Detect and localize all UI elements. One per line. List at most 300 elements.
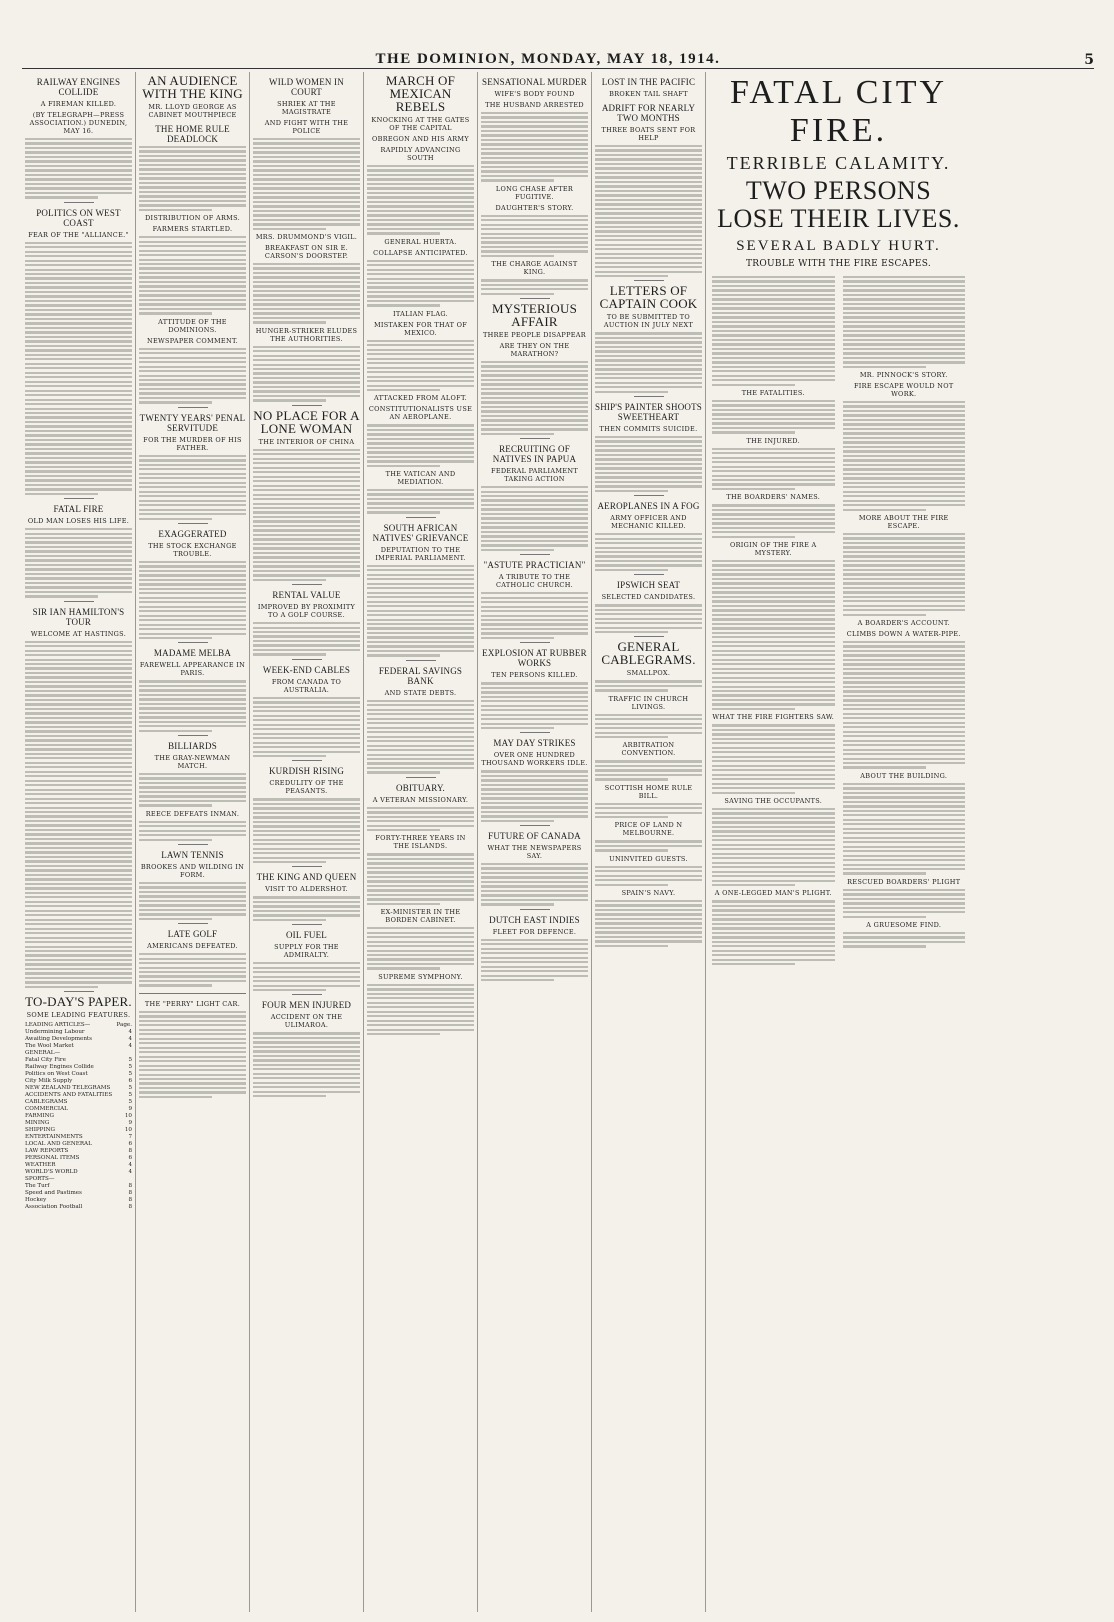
- headline-fatal-city-fire: FATAL CITY FIRE.: [729, 74, 948, 149]
- subheading: MR. LLOYD GEORGE AS CABINET MOUTHPIECE: [148, 103, 237, 119]
- feature-page: 6: [128, 1155, 132, 1162]
- article-body: [712, 400, 835, 434]
- subheading: KNOCKING AT THE GATES OF THE CAPITAL: [371, 116, 470, 132]
- feature-item: [25, 1134, 132, 1141]
- article-body: [367, 489, 474, 514]
- article-body: [25, 138, 132, 199]
- subheading: MR. PINNOCK'S STORY.: [859, 370, 948, 379]
- subheading: THE HUSBAND ARRESTED: [485, 101, 584, 109]
- columns: [22, 72, 968, 1612]
- subheading: THEN COMMITS SUICIDE.: [599, 424, 698, 433]
- feature-item: [25, 1043, 132, 1050]
- feature-item: [25, 1078, 132, 1085]
- main-story: [706, 72, 968, 1612]
- feature-label: The Turf: [25, 1183, 50, 1190]
- article-body: [595, 533, 702, 571]
- subheading: RESCUED BOARDERS' PLIGHT: [847, 877, 961, 886]
- feature-item: [25, 1183, 132, 1190]
- subheading: DISTRIBUTION OF ARMS.: [144, 214, 240, 223]
- article-body: [843, 401, 966, 511]
- feature-page: 8: [128, 1204, 132, 1211]
- subheading: SOME LEADING FEATURES.: [26, 1011, 131, 1020]
- subheading: FORTY-THREE YEARS IN THE ISLANDS.: [375, 834, 466, 851]
- article-body: [139, 773, 246, 807]
- headline-week-end-cables: WEEK-END CABLES: [262, 664, 351, 675]
- feature-label: Railway Engines Collide: [25, 1064, 94, 1071]
- article-body: [481, 112, 588, 182]
- subheading: ORIGIN OF THE FIRE A MYSTERY.: [729, 540, 817, 557]
- subheading: NEWSPAPER COMMENT.: [146, 336, 238, 345]
- headline-politics-on-west-coast: POLITICS ON WEST COAST: [36, 207, 121, 228]
- subheading: ACCIDENT ON THE ULIMAROA.: [270, 1013, 343, 1030]
- article-body: [253, 263, 360, 324]
- headline-kurdish-rising: KURDISH RISING: [268, 766, 345, 777]
- subheading: GENERAL HUERTA.: [384, 237, 457, 246]
- subheading: AND FIGHT WITH THE POLICE: [264, 119, 349, 135]
- headline-ipswich-seat: IPSWICH SEAT: [616, 580, 681, 591]
- feature-label: City Milk Supply: [25, 1078, 73, 1085]
- article-body: [139, 882, 246, 920]
- article-body: [843, 533, 966, 616]
- feature-label: Association Football: [25, 1204, 83, 1211]
- feature-page: 4: [128, 1169, 132, 1176]
- subheading: THE STOCK EXCHANGE TROUBLE.: [148, 541, 237, 558]
- newspaper-dateline: THE DOMINION, MONDAY, MAY 18, 1914.: [375, 51, 721, 67]
- column-1: [22, 72, 136, 1612]
- article-body: [712, 808, 835, 887]
- feature-page: 6: [128, 1141, 132, 1148]
- feature-page: 8: [128, 1197, 132, 1204]
- feature-page: 8: [128, 1190, 132, 1197]
- ad-title: THE "PERRY" LIGHT CAR.: [144, 999, 241, 1008]
- feature-item: [25, 1085, 132, 1092]
- article-body: [595, 680, 702, 691]
- subheading: BREAKFAST ON SIR E. CARSON'S DOORSTEP.: [264, 243, 349, 260]
- article-body: [139, 236, 246, 315]
- article-body: [481, 939, 588, 982]
- feature-item: [25, 1106, 132, 1113]
- subheading: COLLAPSE ANTICIPATED.: [373, 248, 468, 257]
- feature-label: NEW ZEALAND TELEGRAMS: [25, 1085, 111, 1092]
- headline-late-golf: LATE GOLF: [167, 929, 218, 940]
- feature-label: COMMERCIAL: [25, 1106, 68, 1113]
- feature-item: [25, 1162, 132, 1169]
- article-body: [139, 561, 246, 640]
- subheading: WHAT THE NEWSPAPERS SAY.: [487, 844, 582, 860]
- headline-march-of-mexican-rebels: MARCH OF MEXICAN REBELS: [385, 73, 456, 114]
- advertisement: [139, 993, 246, 1099]
- article-body: [367, 927, 474, 970]
- article-body: [25, 242, 132, 495]
- article-body: [712, 560, 835, 710]
- feature-page: 5: [128, 1099, 132, 1106]
- article-body: [481, 279, 588, 295]
- subheading: SAVING THE OCCUPANTS.: [724, 796, 823, 805]
- headline-lost-in-the-pacific: LOST IN THE PACIFIC: [601, 77, 696, 87]
- article-body: [139, 348, 246, 404]
- feature-page: 5: [128, 1085, 132, 1092]
- subheading: SELECTED CANDIDATES.: [601, 593, 696, 602]
- subheading: OBREGON AND HIS ARMY: [372, 135, 469, 143]
- subheading: ARBITRATION CONVENTION.: [621, 741, 676, 758]
- feature-page: 10: [124, 1127, 132, 1134]
- headline-recruiting-natives-papua: RECRUITING OF NATIVES IN PAPUA: [492, 444, 577, 465]
- headline-general-cablegrams: GENERAL CABLEGRAMS.: [601, 639, 696, 668]
- subheading: WHAT THE FIRE FIGHTERS SAW.: [712, 713, 835, 722]
- subheading: CONSTITUTIONALISTS USE AN AEROPLANE.: [368, 405, 473, 422]
- column-5: [478, 72, 592, 1612]
- headline-fatal-fire: FATAL FIRE: [53, 504, 104, 515]
- subheading: THE GRAY-NEWMAN MATCH.: [154, 753, 231, 770]
- subheading: SPAIN'S NAVY.: [621, 888, 676, 897]
- feature-page: 4: [128, 1043, 132, 1050]
- subheading: HUNGER-STRIKER ELUDES THE AUTHORITIES.: [255, 326, 358, 343]
- feature-label: LEADING ARTICLES—: [25, 1022, 91, 1029]
- article-body: [481, 682, 588, 729]
- feature-label: Fatal City Fire: [25, 1057, 66, 1064]
- subheading: CLIMBS DOWN A WATER-PIPE.: [846, 629, 961, 638]
- article-body: [367, 165, 474, 235]
- subheading: SUPPLY FOR THE ADMIRALTY.: [274, 943, 339, 960]
- subheading: IMPROVED BY PROXIMITY TO A GOLF COURSE.: [257, 603, 356, 620]
- article-body: [367, 340, 474, 392]
- subheading: FLEET FOR DEFENCE.: [492, 927, 577, 936]
- subheading: FEDERAL PARLIAMENT TAKING ACTION: [491, 467, 578, 484]
- headline-todays-paper: TO-DAY'S PAPER.: [25, 994, 132, 1010]
- article-body: [712, 900, 835, 965]
- subheading: ABOUT THE BUILDING.: [860, 771, 948, 780]
- feature-page: 5: [128, 1064, 132, 1071]
- subheading: FROM CANADA TO AUSTRALIA.: [271, 677, 342, 694]
- headline-sir-ian-hamiltons-tour: SIR IAN HAMILTON'S TOUR: [32, 606, 125, 627]
- article-body: [367, 807, 474, 832]
- subheading: BROOKES AND WILDING IN FORM.: [140, 862, 245, 879]
- headline-oil-fuel: OIL FUEL: [285, 930, 327, 941]
- feature-label: Awaiting Developments: [25, 1036, 93, 1043]
- headline-aeroplanes-in-a-fog: AEROPLANES IN A FOG: [597, 501, 700, 512]
- feature-label: Speed and Pastimes: [25, 1190, 82, 1197]
- subheading: TO BE SUBMITTED TO AUCTION IN JULY NEXT: [603, 313, 694, 330]
- headline-madame-melba: MADAME MELBA: [153, 648, 232, 659]
- subheading: OVER ONE HUNDRED THOUSAND WORKERS IDLE.: [481, 751, 588, 768]
- column-3: [250, 72, 364, 1612]
- subheadline-two-persons: TWO PERSONS LOSE THEIR LIVES.: [717, 176, 960, 233]
- headline-home-rule-deadlock: THE HOME RULE DEADLOCK: [155, 124, 230, 144]
- feature-page: 8: [128, 1183, 132, 1190]
- article-body: [843, 783, 966, 875]
- headline-twenty-years-penal-servitude: TWENTY YEARS' PENAL SERVITUDE: [139, 412, 246, 433]
- subheading: A BOARDER'S ACCOUNT.: [857, 618, 950, 627]
- article-body: [253, 798, 360, 863]
- subheading: ARMY OFFICER AND MECHANIC KILLED.: [610, 514, 687, 531]
- feature-page: 4: [128, 1162, 132, 1169]
- subheading: ARE THEY ON THE MARATHON?: [499, 341, 570, 358]
- article-body: [139, 821, 246, 841]
- masthead: [22, 44, 1094, 69]
- subheading: A GRUESOME FIND.: [866, 920, 942, 929]
- feature-label: SHIPPING: [25, 1127, 56, 1134]
- headline-may-day-strikes: MAY DAY STRIKES: [493, 738, 576, 749]
- feature-label: FARMING: [25, 1113, 54, 1120]
- article-body: [712, 448, 835, 491]
- subheading: ITALIAN FLAG.: [392, 309, 449, 318]
- subheading: MORE ABOUT THE FIRE ESCAPE.: [858, 513, 949, 530]
- feature-item: [25, 1113, 132, 1120]
- subheading: BROKEN TAIL SHAFT: [609, 90, 688, 98]
- article-body: [595, 436, 702, 492]
- feature-page: 5: [128, 1092, 132, 1099]
- subheading: LONG CHASE AFTER FUGITIVE.: [495, 184, 574, 201]
- subheading: FOR THE MURDER OF HIS FATHER.: [143, 435, 242, 452]
- article-body: [595, 900, 702, 947]
- feature-label: Hockey: [25, 1197, 47, 1204]
- article-body: [139, 455, 246, 520]
- feature-item: [25, 1127, 132, 1134]
- subheading: SCOTTISH HOME RULE BILL.: [604, 783, 693, 800]
- feature-item: [25, 1029, 132, 1036]
- article-body: [595, 760, 702, 780]
- feature-label: LOCAL AND GENERAL: [25, 1141, 92, 1148]
- headline-sensational-murder: SENSATIONAL MURDER: [481, 77, 588, 87]
- subheading: FAREWELL APPEARANCE IN PARIS.: [139, 661, 246, 678]
- feature-item: [25, 1141, 132, 1148]
- feature-page: 5: [128, 1057, 132, 1064]
- article-body: [843, 889, 966, 918]
- subheading: UNINVITED GUESTS.: [609, 854, 688, 863]
- feature-label: PERSONAL ITEMS: [25, 1155, 80, 1162]
- feature-label: LAW REPORTS: [25, 1148, 69, 1155]
- subheading: FARMERS STARTLED.: [152, 225, 233, 234]
- feature-page: 8: [128, 1148, 132, 1155]
- subheading: A ONE-LEGGED MAN'S PLIGHT.: [714, 889, 832, 898]
- subheading: THE FATALITIES.: [741, 388, 805, 397]
- feature-page: 9: [128, 1120, 132, 1127]
- article-body: [253, 896, 360, 921]
- subheading: EX-MINISTER IN THE BORDEN CABINET.: [380, 908, 461, 925]
- headline-audience-with-the-king: AN AUDIENCE WITH THE KING: [142, 73, 243, 101]
- article-body: [25, 528, 132, 598]
- subheading: AND STATE DEBTS.: [384, 688, 457, 697]
- article-body: [367, 565, 474, 657]
- article-body: [595, 714, 702, 739]
- feature-page: 6: [128, 1078, 132, 1085]
- subheading: ATTACKED FROM ALOFT.: [373, 394, 468, 403]
- features-index: [25, 1022, 132, 1211]
- main-story-right: [843, 276, 966, 968]
- headline-rental-value: RENTAL VALUE: [272, 590, 341, 601]
- subheading: AMERICANS DEFEATED.: [147, 942, 238, 951]
- subheading: WELCOME AT HASTINGS.: [30, 629, 127, 638]
- article-body: [367, 424, 474, 467]
- headline-no-place-for-a-lone-woman: NO PLACE FOR A LONE WOMAN: [253, 407, 360, 436]
- article-body: [481, 592, 588, 639]
- feature-page: 5: [128, 1071, 132, 1078]
- feature-item: [25, 1120, 132, 1127]
- article-body: [139, 953, 246, 987]
- subheading: MRS. DRUMMOND'S VIGIL.: [255, 232, 358, 241]
- article-body: [595, 332, 702, 393]
- headline-billiards: BILLIARDS: [168, 740, 217, 751]
- subheadline-terrible-calamity: TERRIBLE CALAMITY.: [726, 153, 951, 173]
- headline-four-men-injured: FOUR MEN INJURED: [261, 1000, 352, 1011]
- article-body: [595, 803, 702, 819]
- article-body: [253, 449, 360, 581]
- feature-item: [25, 1197, 132, 1204]
- subheading: A FIREMAN KILLED.: [40, 100, 117, 108]
- feature-item: [25, 1099, 132, 1106]
- headline-obituary: OBITUARY.: [396, 782, 445, 793]
- headline-future-of-canada: FUTURE OF CANADA: [488, 831, 581, 841]
- subheading: THE VATICAN AND MEDIATION.: [385, 469, 456, 486]
- article-body: [595, 840, 702, 851]
- article-body: [367, 853, 474, 905]
- feature-item: [25, 1050, 132, 1057]
- subheading: THE CHARGE AGAINST KING.: [491, 260, 578, 277]
- article-body: [253, 138, 360, 230]
- headline-exaggerated: EXAGGERATED: [158, 528, 227, 539]
- feature-item: [25, 1190, 132, 1197]
- subheading: REECE DEFEATS INMAN.: [145, 809, 240, 818]
- feature-page: 7: [128, 1134, 132, 1141]
- column-2: [136, 72, 250, 1612]
- feature-label: The Wool Market: [25, 1043, 74, 1050]
- headline-king-and-queen: THE KING AND QUEEN: [256, 872, 357, 883]
- subheading: ATTITUDE OF THE DOMINIONS.: [158, 317, 227, 334]
- subheading: FEAR OF THE "ALLIANCE.": [28, 230, 129, 239]
- headline-explosion-rubber-works: EXPLOSION AT RUBBER WORKS: [482, 648, 587, 669]
- subheading: SMALLPOX.: [626, 669, 671, 678]
- article-body: [253, 622, 360, 656]
- article-body: [481, 486, 588, 551]
- subheading: TRAFFIC IN CHURCH LIVINGS.: [608, 694, 689, 711]
- feature-label: CABLEGRAMS: [25, 1099, 68, 1106]
- subheading: VISIT TO ALDERSHOT.: [265, 885, 348, 894]
- article-body: [253, 697, 360, 758]
- article-body: [367, 260, 474, 307]
- article-body: [843, 932, 966, 948]
- dateline: (BY TELEGRAPH—PRESS ASSOCIATION.) DUNEDIN, MAY 16.: [29, 111, 128, 135]
- feature-page: Page.: [116, 1022, 132, 1029]
- subheading: THREE BOATS SENT FOR HELP: [601, 126, 696, 142]
- feature-page: 4: [128, 1029, 132, 1036]
- subheading: SHRIEK AT THE MAGISTRATE: [277, 100, 336, 116]
- subheading: THE BOARDERS' NAMES.: [726, 493, 821, 502]
- article-body: [712, 504, 835, 538]
- article-body: [712, 724, 835, 794]
- article-body: [712, 276, 835, 386]
- subheading: OLD MAN LOSES HIS LIFE.: [27, 517, 130, 526]
- column-4: [364, 72, 478, 1612]
- headline-astute-practician: "ASTUTE PRACTICIAN": [483, 560, 586, 571]
- article-body: [367, 984, 474, 1036]
- subheading: PRICE OF LAND N MELBOURNE.: [614, 821, 683, 838]
- subheading: FIRE ESCAPE WOULD NOT WORK.: [853, 381, 954, 398]
- article-body: [843, 276, 966, 368]
- subheading: CREDULITY OF THE PEASANTS.: [269, 779, 344, 796]
- article-body: [25, 641, 132, 989]
- subheading: TEN PERSONS KILLED.: [491, 671, 578, 680]
- feature-item: [25, 1057, 132, 1064]
- feature-label: GENERAL—: [25, 1050, 61, 1057]
- feature-page: 4: [128, 1036, 132, 1043]
- feature-page: 10: [124, 1113, 132, 1120]
- subheading: WIFE'S BODY FOUND: [494, 90, 575, 98]
- headline-ships-painter: SHIP'S PAINTER SHOOTS SWEETHEART: [595, 401, 703, 422]
- feature-label: ENTERTAINMENTS: [25, 1134, 83, 1141]
- headline-dutch-east-indies: DUTCH EAST INDIES: [489, 914, 580, 925]
- headline-letters-of-captain-cook: LETTERS OF CAPTAIN COOK: [599, 283, 698, 312]
- article-body: [595, 145, 702, 277]
- column-6: [592, 72, 706, 1612]
- headline-adrift: ADRIFT FOR NEARLY TWO MONTHS: [601, 103, 696, 123]
- feature-label: ACCIDENTS AND FATALITIES: [25, 1092, 113, 1099]
- subheading: A VETERAN MISSIONARY.: [372, 795, 469, 804]
- feature-label: WORLD'S WORLD: [25, 1169, 78, 1176]
- article-body: [139, 680, 246, 732]
- feature-item: [25, 1204, 132, 1211]
- feature-label: SPORTS—: [25, 1176, 55, 1183]
- subheadline-fire-escapes: TROUBLE WITH THE FIRE ESCAPES.: [745, 259, 932, 269]
- feature-label: Undermining Labour: [25, 1029, 85, 1036]
- subheading: RAPIDLY ADVANCING SOUTH: [380, 146, 461, 162]
- article-body: [481, 361, 588, 435]
- feature-item: [25, 1092, 132, 1099]
- headline-federal-savings-bank: FEDERAL SAVINGS BANK: [378, 665, 463, 686]
- headline-south-african-natives: SOUTH AFRICAN NATIVES' GRIEVANCE: [372, 522, 469, 543]
- headline-mysterious-affair: MYSTERIOUS AFFAIR: [491, 300, 578, 329]
- feature-item: [25, 1176, 132, 1183]
- page-number: 5: [1084, 52, 1094, 68]
- subheadline-several-badly-hurt: SEVERAL BADLY HURT.: [736, 238, 941, 254]
- article-body: [367, 700, 474, 774]
- subheading: THREE PEOPLE DISAPPEAR: [482, 330, 586, 339]
- article-body: [481, 863, 588, 906]
- article-body: [481, 770, 588, 822]
- article-body: [595, 604, 702, 633]
- subheading: A TRIBUTE TO THE CATHOLIC CHURCH.: [495, 573, 574, 590]
- article-body: [843, 641, 966, 769]
- article-body: [253, 1032, 360, 1097]
- subheading: DEPUTATION TO THE IMPERIAL PARLIAMENT.: [375, 545, 466, 562]
- subheading: SUPREME SYMPHONY.: [378, 972, 463, 981]
- feature-label: WEATHER: [25, 1162, 56, 1169]
- feature-item: [25, 1155, 132, 1162]
- feature-item: [25, 1022, 132, 1029]
- headline-railway-engines-collide: RAILWAY ENGINES COLLIDE: [36, 77, 121, 97]
- headline-lawn-tennis: LAWN TENNIS: [161, 849, 224, 860]
- subheading: DAUGHTER'S STORY.: [495, 203, 574, 212]
- subheading: THE INTERIOR OF CHINA: [258, 437, 355, 446]
- main-story-columns: [712, 276, 965, 968]
- feature-label: MINING: [25, 1120, 50, 1127]
- subheading: MISTAKEN FOR THAT OF MEXICO.: [373, 320, 468, 337]
- feature-item: [25, 1036, 132, 1043]
- article-body: [481, 215, 588, 258]
- feature-page: 9: [128, 1106, 132, 1113]
- feature-label: Politics on West Coast: [25, 1071, 88, 1078]
- subheading: THE INJURED.: [746, 436, 800, 445]
- article-body: [253, 962, 360, 991]
- feature-item: [25, 1148, 132, 1155]
- feature-item: [25, 1169, 132, 1176]
- article-body: [139, 146, 246, 211]
- main-story-left: [712, 276, 835, 968]
- article-body: [253, 346, 360, 402]
- feature-item: [25, 1064, 132, 1071]
- article-body: [595, 866, 702, 886]
- headline-wild-women-in-court: WILD WOMEN IN COURT: [269, 77, 344, 97]
- feature-item: [25, 1071, 132, 1078]
